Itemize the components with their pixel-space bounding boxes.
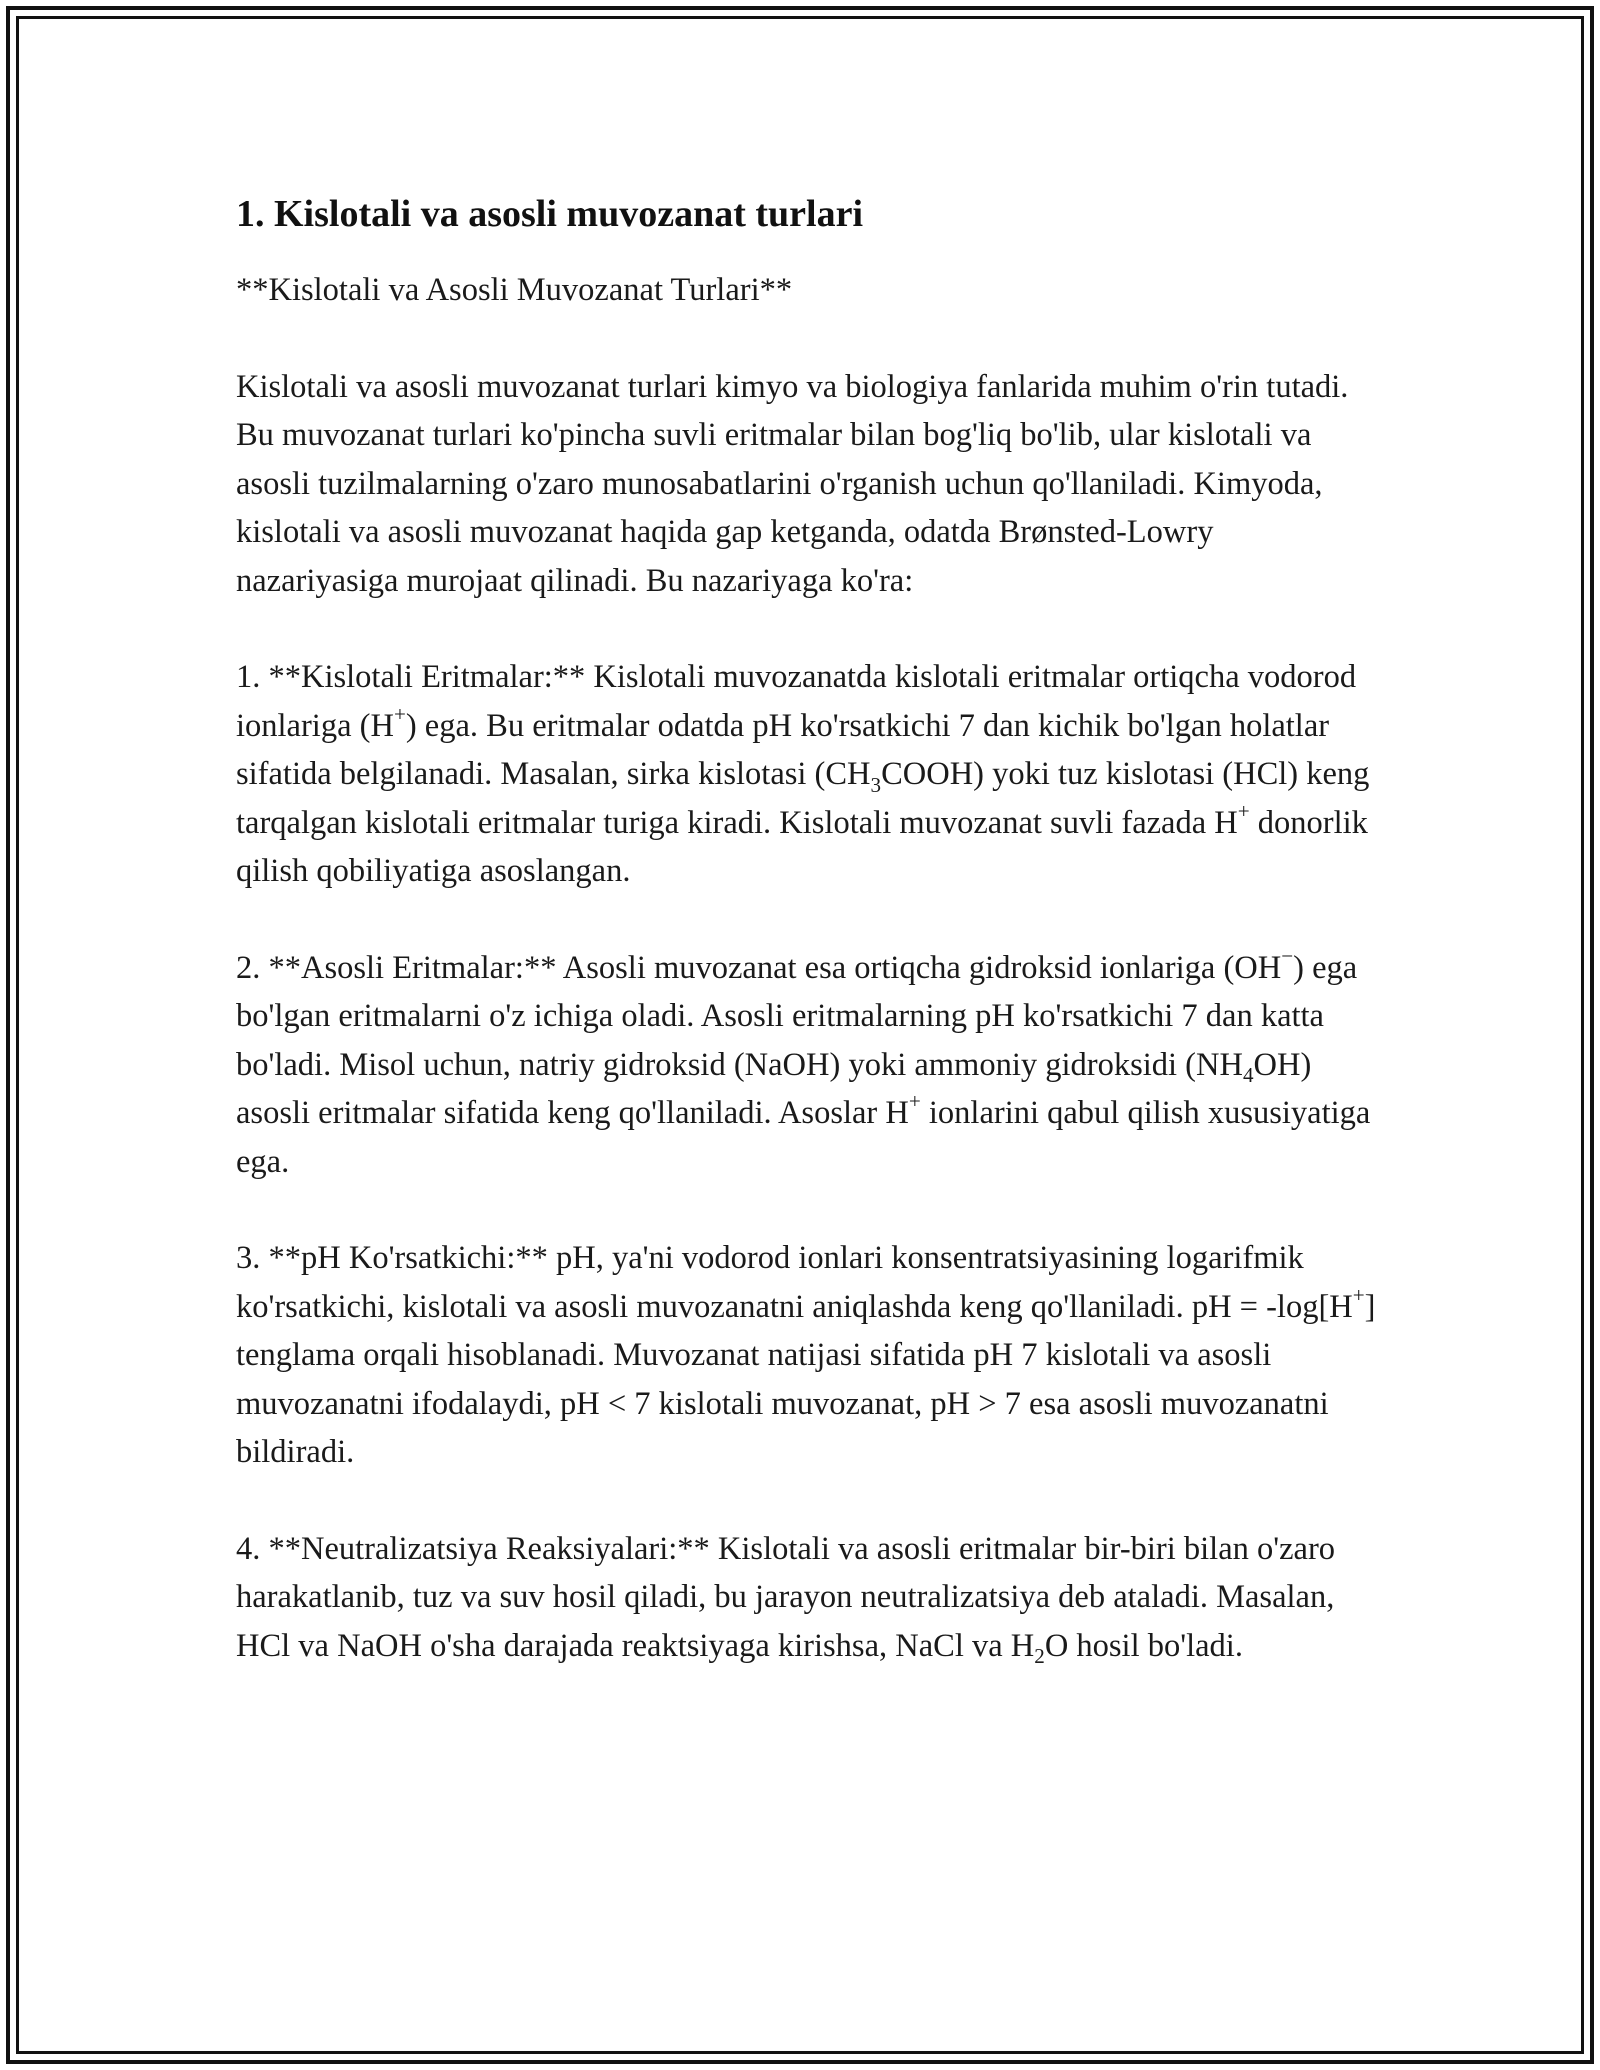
intro-paragraph: Kislotali va asosli muvozanat turlari kimyo va biologiya fanlarida muhim o'rin tutadi. Bu muvozanat turlari ko'pincha suvli eritmalar bilan bog'liq bo'lib, ular kislotali va asosli tuzilmalarning o'zaro munosabatlarini o'rganish uchun qo'llaniladi. Kimyoda, kislotali va asosli muvozanat haqida gap ketganda, odatda Brønsted-Lowry nazariyasiga murojaat qilinadi. Bu nazariyaga ko'ra:	[236, 368, 1349, 599]
list-item-text: ionlarini qabul qilish xususiyatiga ega.	[236, 1095, 1371, 1180]
list-item	[236, 653, 1376, 896]
list-item	[236, 1525, 1376, 1671]
list-item-text: 4. **Neutralizatsiya Reaksiyalari:** Kislotali va asosli eritmalar bir-biri bilan o'zaro harakatlanib, tuz va suv hosil qiladi, bu jarayon neutralizatsiya deb ataladi. Masalan, HCl va NaOH o'sha darajada reaktsiyaga kirishsa, NaCl va H	[236, 1530, 1336, 1664]
subscript: 3	[870, 772, 882, 797]
document-body	[236, 186, 1376, 1718]
numbered-list	[236, 653, 1376, 1670]
superscript: +	[1237, 798, 1250, 823]
section-subtitle: **Kislotali va Asosli Muvozanat Turlari**	[236, 272, 793, 308]
list-item-text: ) ega. Bu eritmalar odatda pH ko'rsatkichi 7 dan kichik bo'lgan holatlar sifatida belgilanadi. Masalan, sirka kislotasi (CH	[236, 707, 1330, 792]
list-item-text: ] tenglama orqali hisoblanadi. Muvozanat natijasi sifatida pH 7 kislotali va asosli muvozanatni ifodalaydi, pH < 7 kislotali muvozanat, pH > 7 esa asosli muvozanatni bildiradi.	[236, 1288, 1376, 1470]
list-item-text: O hosil bo'ladi.	[1044, 1627, 1243, 1664]
superscript: −	[1281, 943, 1294, 968]
subscript: 4	[1242, 1063, 1254, 1087]
list-item	[236, 944, 1376, 1187]
superscript: +	[393, 701, 406, 726]
list-item-text: 1. **Kislotali Eritmalar:** Kislotali muvozanatda kislotali eritmalar ortiqcha vodorod ionlariga (H	[236, 659, 1357, 744]
list-item-text: ) ega bo'lgan eritmalarni o'z ichiga oladi. Asosli eritmalarning pH ko'rsatkichi 7 dan katta bo'ladi. Misol uchun, natriy gidroksid (NaOH) yoki ammoniy gidroksidi (NH	[236, 949, 1358, 1083]
superscript: +	[1352, 1282, 1365, 1307]
subscript: 2	[1034, 1644, 1045, 1668]
list-item-text: donorlik qilish qobiliyatiga asoslangan.	[236, 804, 1368, 889]
superscript: +	[908, 1089, 921, 1114]
list-item	[236, 1234, 1376, 1477]
section-heading: 1. Kislotali va asosli muvozanat turlari	[236, 193, 863, 235]
list-item-text: OH) asosli eritmalar sifatida keng qo'llaniladi. Asoslar H	[236, 1046, 1312, 1131]
list-item-text: COOH) yoki tuz kislotasi (HCl) keng tarqalgan kislotali eritmalar turiga kiradi. Kislotali muvozanat suvli fazada H	[236, 756, 1370, 841]
list-item-text: 2. **Asosli Eritmalar:** Asosli muvozanat esa ortiqcha gidroksid ionlariga (OH	[236, 949, 1282, 986]
list-item-text: 3. **pH Ko'rsatkichi:** pH, ya'ni vodorod ionlari konsentratsiyasining logarifmik ko'rsatkichi, kislotali va asosli muvozanatni aniqlashda keng qo'llaniladi. pH = -log[H	[236, 1240, 1353, 1325]
